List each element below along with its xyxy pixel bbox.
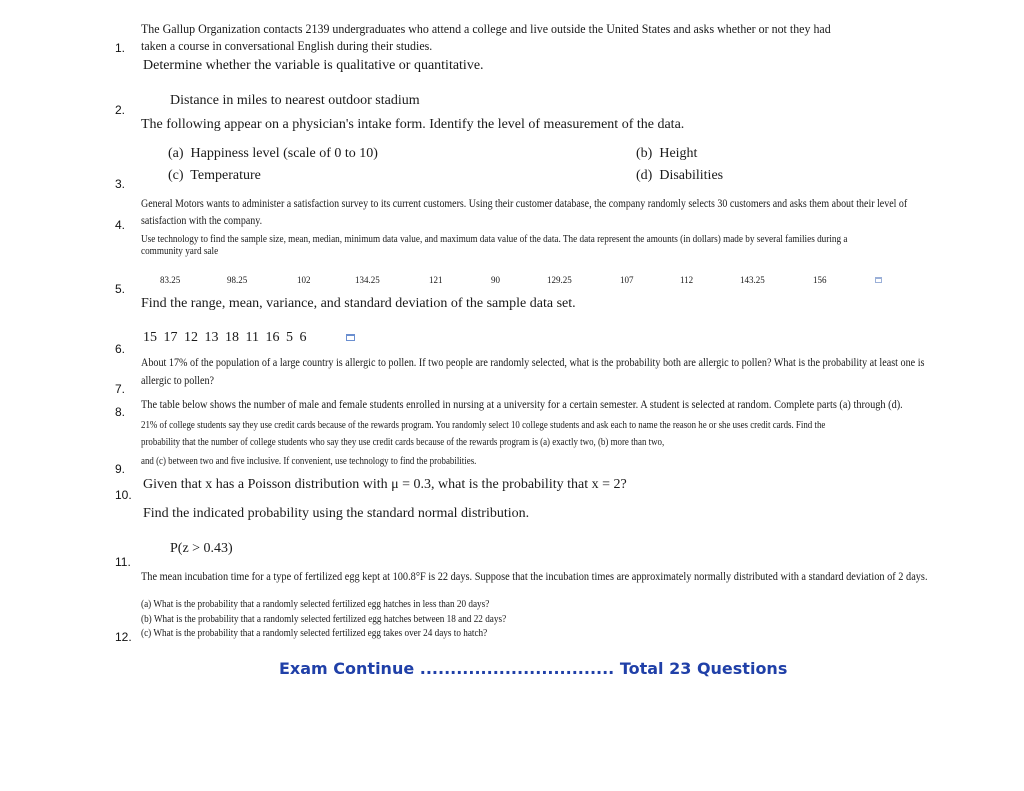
question-2-item: Distance in miles to nearest outdoor stadium bbox=[170, 93, 420, 108]
option-b-text: Height bbox=[659, 146, 698, 161]
data-value: 98.25 bbox=[227, 275, 248, 285]
question-11-part-a: (a) What is the probability that a randomly selected fertilized egg hatches in less than 20 days? bbox=[141, 599, 490, 610]
question-4-line-1: General Motors wants to administer a satisfaction survey to its current customers. Using their customer database, the company randomly selects 30 customers and asks them about their level of bbox=[141, 196, 908, 210]
option-b bbox=[636, 146, 697, 162]
technology-line-2: community yard sale bbox=[141, 246, 219, 257]
question-8-line-1: The table below shows the number of male and female students enrolled in nursing at a university for a certain semester. A student is selected at random. Complete parts (a) through (d). bbox=[141, 397, 903, 411]
question-2-prompt: The following appear on a physician's intake form. Identify the level of measurement of the data. bbox=[141, 117, 685, 132]
data-value: 13 bbox=[204, 330, 219, 345]
option-d bbox=[636, 168, 723, 184]
question-number-9: 9. bbox=[115, 462, 126, 476]
question-number-4: 4. bbox=[115, 218, 126, 232]
option-a bbox=[168, 146, 378, 162]
question-11-line-1: The mean incubation time for a type of fertilized egg kept at 100.8°F is 22 days. Suppose that the incubation times are approximately normally distributed with a standard deviation of 2 days. bbox=[141, 569, 928, 583]
question-number-5: 5. bbox=[115, 282, 126, 296]
data-value: 6 bbox=[299, 330, 307, 345]
option-d-label: (d) bbox=[636, 168, 653, 183]
option-a-label: (a) bbox=[168, 146, 184, 161]
question-number-7: 7. bbox=[115, 382, 126, 396]
question-number-12: 12. bbox=[115, 630, 132, 644]
data-value: 107 bbox=[620, 275, 634, 285]
question-11-part-b: (b) What is the probability that a randomly selected fertilized egg hatches between 18 and 22 days? bbox=[141, 614, 507, 625]
data-table-icon[interactable] bbox=[346, 334, 355, 341]
question-number-11: 11. bbox=[115, 555, 131, 569]
question-1-prompt: Determine whether the variable is qualitative or quantitative. bbox=[143, 58, 484, 73]
data-value: 129.25 bbox=[547, 275, 572, 285]
option-c-text: Temperature bbox=[190, 168, 261, 183]
data-value: 121 bbox=[429, 275, 443, 285]
option-c bbox=[168, 168, 261, 184]
data-value: 17 bbox=[163, 330, 178, 345]
data-value: 11 bbox=[245, 330, 259, 345]
question-12-part-c: (c) What is the probability that a randomly selected fertilized egg takes over 24 days to hatch? bbox=[141, 628, 488, 639]
data-value: 134.25 bbox=[355, 275, 380, 285]
exam-continue-footer: Exam Continue ................................ Total 23 Questions bbox=[279, 659, 788, 678]
data-value: 15 bbox=[143, 330, 157, 345]
question-1-line-2: taken a course in conversational English during their studies. bbox=[141, 38, 433, 53]
data-value: 12 bbox=[184, 330, 198, 345]
question-6-data bbox=[143, 330, 306, 346]
option-c-label: (c) bbox=[168, 168, 184, 183]
question-number-2: 2. bbox=[115, 103, 126, 117]
question-10-prompt: Find the indicated probability using the standard normal distribution. bbox=[143, 506, 530, 521]
question-number-6: 6. bbox=[115, 342, 126, 356]
data-value: 143.25 bbox=[740, 275, 765, 285]
question-6-line-1: About 17% of the population of a large country is allergic to pollen. If two people are randomly selected, what is the probability both are allergic to pollen? What is the probability at least one is bbox=[141, 355, 925, 369]
question-1-line-1: The Gallup Organization contacts 2139 undergraduates who attend a college and live outside the United States and asks whether or not they had bbox=[141, 21, 831, 36]
data-value: 16 bbox=[265, 330, 280, 345]
question-number-8: 8. bbox=[115, 405, 126, 419]
question-5-prompt: Find the range, mean, variance, and standard deviation of the sample data set. bbox=[141, 296, 576, 311]
data-value: 5 bbox=[285, 330, 293, 345]
question-number-3: 3. bbox=[115, 177, 126, 191]
technology-line-1: Use technology to find the sample size, mean, median, minimum data value, and maximum data value of the data. The data represent the amounts (in dollars) made by several families during a bbox=[141, 234, 848, 245]
option-b-label: (b) bbox=[636, 146, 653, 161]
option-a-text: Happiness level (scale of 0 to 10) bbox=[190, 146, 378, 161]
data-value: 102 bbox=[297, 275, 311, 285]
data-value: 112 bbox=[680, 275, 694, 285]
probability-expression: P(z > 0.43) bbox=[170, 541, 233, 556]
binomial-line-1: 21% of college students say they use credit cards because of the rewards program. You randomly select 10 college students and ask each to name the reason he or she uses credit cards. Find the bbox=[141, 420, 826, 431]
option-d-text: Disabilities bbox=[659, 168, 724, 183]
question-number-1: 1. bbox=[115, 41, 126, 55]
data-table-icon[interactable] bbox=[875, 277, 882, 283]
data-value: 18 bbox=[225, 330, 239, 345]
question-10-line-1: Given that x has a Poisson distribution with μ = 0.3, what is the probability that x = 2? bbox=[143, 477, 627, 492]
question-4-line-2: satisfaction with the company. bbox=[141, 213, 263, 227]
data-value: 156 bbox=[813, 275, 827, 285]
data-value: 83.25 bbox=[160, 275, 181, 285]
question-9-line-1: and (c) between two and five inclusive. If convenient, use technology to find the probabilities. bbox=[141, 456, 477, 467]
binomial-line-2: probability that the number of college students who say they use credit cards because of the rewards program is (a) exactly two, (b) more than two, bbox=[141, 437, 665, 448]
data-value: 90 bbox=[491, 275, 500, 285]
question-number-10: 10. bbox=[115, 488, 132, 502]
question-7-line-1: allergic to pollen? bbox=[141, 373, 215, 387]
